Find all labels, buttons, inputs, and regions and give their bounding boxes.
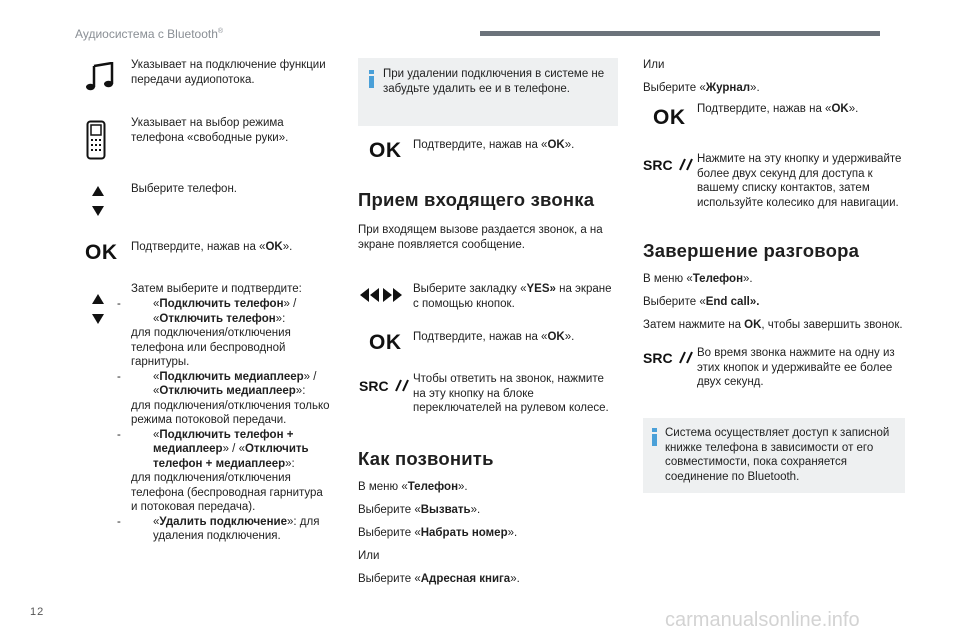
select-call-text: Выберите «Вызвать». — [358, 504, 481, 516]
confirm-text: Подтвердите, нажав на «OK». — [131, 241, 293, 253]
music-text: Указывает на подключение функции передачи аудиопотока. — [131, 59, 326, 86]
hold-text: Нажмите на эту кнопку и удерживайте более двух секунд для доступа к вашему списку контактов, затем используйте колесико для навигации. — [697, 153, 902, 209]
src-button-icon: SRC — [643, 350, 695, 368]
up-down-arrows-icon — [92, 186, 104, 216]
answer-text: Чтобы ответить на звонок, нажмите на эту кнопку на блоке переключателей на рулевом колесе. — [413, 373, 609, 414]
list-item: - «Подключить медиаплеер» / «Отключить медиаплеер»: — [117, 370, 317, 397]
src-button-icon: SRC — [643, 157, 695, 175]
select-tab-text: Выберите закладку «YES» на экране с помощью кнопок. — [413, 283, 612, 310]
header-bar — [480, 31, 880, 36]
ok-icon: OK — [85, 241, 118, 264]
info-box-phonebook: Система осуществляет доступ к записной книжке телефона в зависимости от его совместимости, пока сохраняется соединение по Bluetooth. — [643, 418, 905, 493]
arrow-down-icon — [92, 314, 104, 324]
arrow-up-icon — [92, 186, 104, 196]
watermark: carmanualsonline.info — [665, 609, 860, 631]
select-dial-text: Выберите «Набрать номер». — [358, 527, 518, 539]
menu-phone-text: В меню «Телефон». — [643, 273, 753, 285]
list-item: - «Удалить подключение»: для — [117, 515, 320, 528]
press-two-text: Во время звонка нажмите на одну из этих кнопок и удерживайте ее более двух секунд. — [697, 347, 895, 388]
confirm-text: Подтвердите, нажав на «OK». — [413, 139, 575, 151]
phone-icon — [86, 120, 106, 165]
ok-icon: OK — [369, 331, 402, 354]
left-right-arrows-icon — [359, 286, 403, 309]
music-note-icon — [85, 62, 117, 97]
or-text: Или — [358, 550, 380, 562]
heading-end-call: Завершение разговора — [643, 240, 860, 261]
heading-make-call: Как позвонить — [358, 448, 494, 469]
confirm-text: Подтвердите, нажав на «OK». — [697, 103, 859, 115]
then-press-text: Затем нажмите на OK, чтобы завершить звонок. — [643, 319, 903, 331]
confirm-text: Подтвердите, нажав на «OK». — [413, 331, 575, 343]
handsfree-text: Указывает на выбор режима телефона «свободные руки». — [131, 117, 289, 144]
info-box-delete: При удалении подключения в системе не забудьте удалить ее и в телефоне. — [358, 58, 618, 126]
list-item: - «Подключить телефон + медиаплеер» / «Отключить телефон + медиаплеер»: — [117, 428, 309, 470]
select-addressbook-text: Выберите «Адресная книга». — [358, 573, 520, 585]
ok-icon: OK — [369, 139, 402, 162]
up-down-arrows-icon — [92, 294, 104, 324]
or-text: Или — [643, 59, 665, 71]
options-list — [117, 297, 331, 544]
page-header: Аудиосистема с Bluetooth® — [75, 27, 224, 41]
arrow-up-icon — [92, 294, 104, 304]
page-number: 12 — [30, 606, 45, 618]
src-button-icon: SRC — [359, 378, 411, 396]
list-item-desc: для подключения/отключения только режима потоковой передачи. — [131, 399, 330, 426]
list-item-desc: для подключения/отключения телефона или беспроводной гарнитуры. — [131, 327, 291, 368]
then-select-text: Затем выберите и подтвердите: — [131, 283, 302, 295]
list-item-desc: удаления подключения. — [153, 530, 281, 542]
list-item: - «Подключить телефон» / «Отключить телефон»: — [117, 298, 297, 325]
menu-phone-text: В меню «Телефон». — [358, 481, 468, 493]
arrow-down-icon — [92, 206, 104, 216]
ok-icon: OK — [653, 106, 686, 129]
select-phone-text: Выберите телефон. — [131, 183, 237, 195]
incoming-text: При входящем вызове раздается звонок, а на экране появляется сообщение. — [358, 224, 603, 251]
list-item-desc: для подключения/отключения телефона (беспроводная гарнитура и потоковая передача). — [131, 472, 323, 513]
heading-incoming-call: Прием входящего звонка — [358, 189, 595, 210]
select-journal-text: Выберите «Журнал». — [643, 82, 760, 94]
select-endcall-text: Выберите «End call». — [643, 296, 760, 308]
